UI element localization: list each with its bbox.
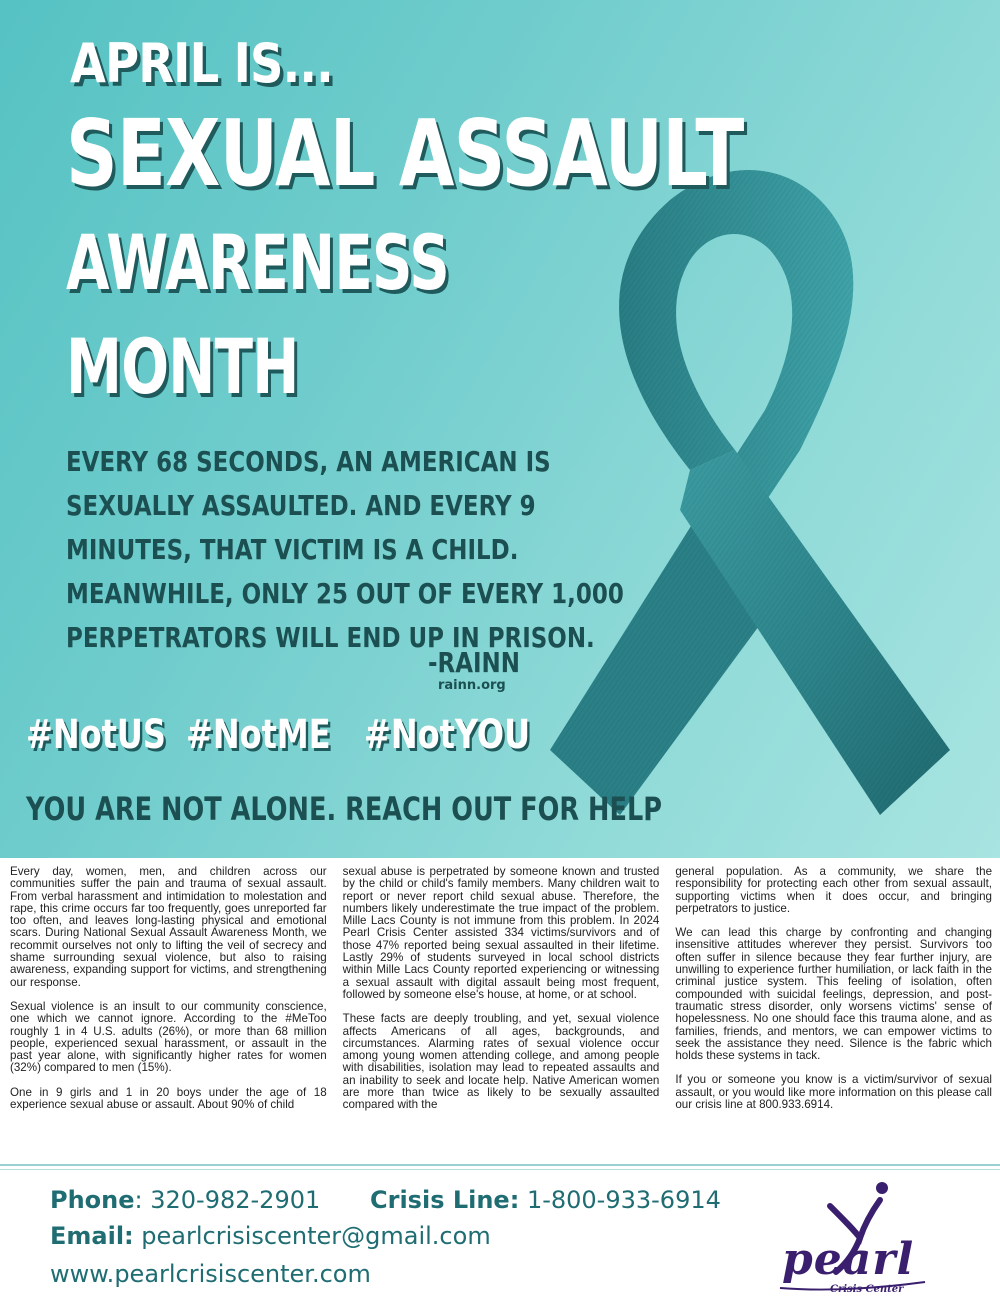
phone-number[interactable]: : 320-982-2901 — [134, 1186, 321, 1214]
crisis-line-contact[interactable] — [370, 1186, 721, 1214]
article-body — [10, 866, 992, 1162]
article-column-2 — [343, 866, 660, 1162]
pearl-logo — [760, 1176, 940, 1306]
statistic-line: SEXUALLY ASSAULTED. AND EVERY 9 — [66, 489, 536, 522]
statistic-line: EVERY 68 SECONDS, AN AMERICAN IS — [66, 445, 551, 478]
contact-footer — [0, 1172, 1000, 1314]
title-line-month: MONTH — [66, 322, 299, 411]
article-paragraph: sexual abuse is perpetrated by someone known and trusted by the child or child's family members. Many children wait to report or never report child sexual abuse. Therefore, the numbers likely underestimate the true impact of the problem. Mille Lacs County is not immune from this problem. In 2024 Pearl Crisis Center assisted 334 victims/survivors and of those 47% reported being sexual assaulted in their lifetime. Lastly 29% of students surveyed in local school districts within Mille Lacs County reported experiencing or witnessing a sexual assault with digital assault being most frequent, followed by someone else's house, at home, or at school. — [342, 865, 660, 1001]
crisis-line-number[interactable]: 1-800-933-6914 — [519, 1186, 721, 1214]
article-paragraph: One in 9 girls and 1 in 20 boys under the age of 18 experience sexual abuse or assault. About 90% of child — [10, 1085, 327, 1112]
statistic-quote — [66, 440, 624, 660]
article-paragraph: These facts are deeply troubling, and yet, sexual violence affects Americans of all ages, backgrounds, and circumstances. Alarming rates of sexual violence occur among young women attending college, and among people with disabilities, isolation may lead to repeated assaults and an inability to seek and locate help. Native American women are more than twice as likely to be sexually assaulted compared with the — [342, 1012, 660, 1112]
awareness-ribbon-icon — [520, 150, 980, 830]
statistic-line: PERPETRATORS WILL END UP IN PRISON. — [66, 621, 595, 654]
email-label: Email: — [50, 1222, 134, 1250]
statistic-line: MEANWHILE, ONLY 25 OUT OF EVERY 1,000 — [66, 577, 624, 610]
article-paragraph: Sexual violence is an insult to our community conscience, one which we cannot ignore. According to the #MeToo roughly 1 in 4 U.S. adults (26%), or more than 68 million people, experienced sexual harassment, or assault in the past year alone, with significantly higher rates for women (32%) compared to men (15%). — [10, 999, 327, 1075]
april-is-heading: APRIL IS... — [70, 32, 333, 95]
title-line-sexual-assault: SEXUAL ASSAULT — [66, 100, 744, 207]
hashtag-notme: #NotME — [186, 712, 331, 758]
logo-wordmark: pearl — [782, 1234, 915, 1285]
footer-divider — [0, 1169, 1000, 1170]
hashtag-notus: #NotUS — [26, 712, 166, 758]
crisis-line-label: Crisis Line: — [370, 1186, 520, 1214]
statistic-line: MINUTES, THAT VICTIM IS A CHILD. — [66, 533, 519, 566]
email-link[interactable]: pearlcrisiscenter@gmail.com — [133, 1222, 491, 1250]
footer-divider — [0, 1164, 1000, 1166]
article-paragraph: general population. As a community, we share the responsibility for protecting each other from sexual assault, supporting victims when it does occur, and bringing perpetrators to justice. — [675, 865, 993, 915]
logo-subtitle: Crisis Center — [830, 1284, 904, 1295]
phone-label: Phone — [50, 1186, 135, 1214]
email-contact[interactable] — [50, 1222, 491, 1250]
article-paragraph: If you or someone you know is a victim/survivor of sexual assault, or you would like more information on this please call our crisis line at 800.933.6914. — [675, 1073, 993, 1112]
phone-contact[interactable] — [50, 1186, 320, 1214]
title-line-awareness: AWARENESS — [66, 218, 450, 307]
reach-out-tagline: YOU ARE NOT ALONE. REACH OUT FOR HELP — [26, 790, 663, 828]
article-column-1 — [10, 866, 327, 1162]
quote-attribution: -RAINN — [428, 646, 520, 679]
article-paragraph: We can lead this charge by confronting and changing insensitive attitudes wherever they persist. Survivors too often suffer in silence because they fear further injury, are unwilling to experience further humiliation, or lack faith in the criminal justice system. This feeling of isolation, often compounded with suicidal feelings, depression, and post-traumatic stress disorder, only worsens victims' sense of hopelessness. No one should face this trauma alone, and as families, friends, and mentors, we can empower victims to seek the assistance they need. Silence is the fabric which holds these systems in tack. — [675, 926, 993, 1063]
article-paragraph: Every day, women, men, and children across our communities suffer the pain and trauma of sexual assault. From verbal harassment and intimidation to molestation and rape, this crime occurs far too frequently, goes unreported far too often, and leaves long-lasting physical and emotional scars. During National Sexual Assault Awareness Month, we recommit ourselves not only to lifting the veil of secrecy and shame surrounding sexual violence, but also to raising awareness, expanding support for victims, and strengthening our response. — [10, 865, 327, 989]
website-link[interactable]: www.pearlcrisiscenter.com — [50, 1260, 371, 1288]
article-column-3 — [675, 866, 992, 1162]
attribution-url: rainn.org — [438, 678, 506, 693]
hashtag-notyou: #NotYOU — [364, 712, 531, 758]
